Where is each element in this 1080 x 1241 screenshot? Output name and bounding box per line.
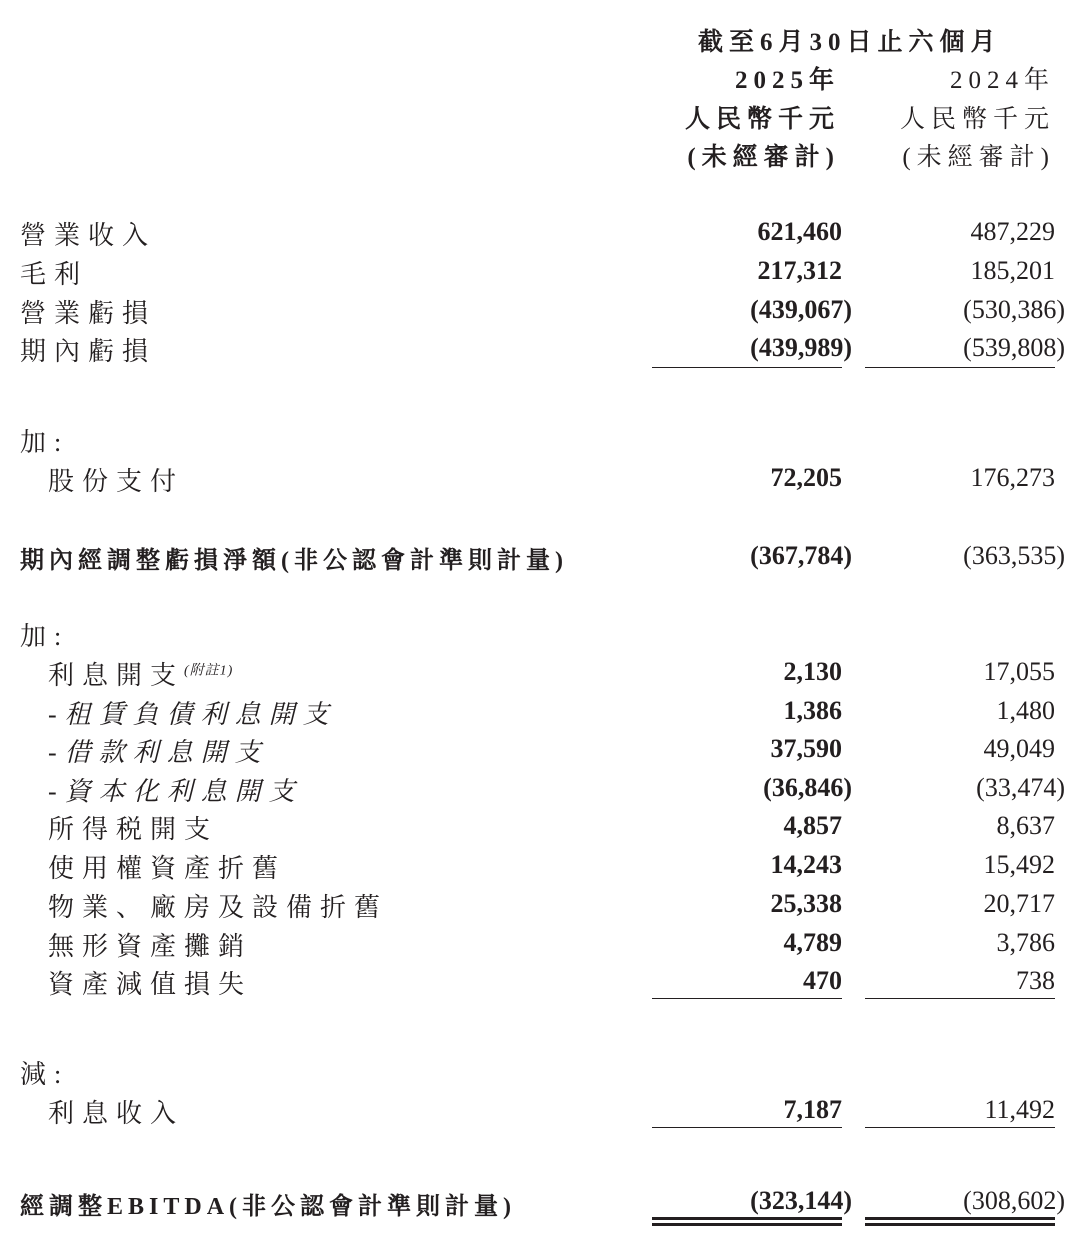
adjusted-ebitda-2024: (308,602) <box>963 1186 1065 1215</box>
gross-profit-2025: 217,312 <box>757 256 842 285</box>
interest-income-2024: 11,492 <box>984 1095 1055 1124</box>
lease-interest-label: -租賃負債利息開支 <box>48 700 337 729</box>
less-section-rule-2024 <box>865 1127 1055 1128</box>
operating-loss-2025: (439,067) <box>750 295 852 324</box>
interest-expense-note: (附註1) <box>184 663 234 679</box>
revenue-2025: 621,460 <box>757 217 842 246</box>
subtotal-rule-2024 <box>865 367 1055 368</box>
subtotal-rule-2025 <box>652 367 842 368</box>
operating-loss-label: 營業虧損 <box>20 299 157 328</box>
add-label-2: 加: <box>20 622 70 651</box>
impairment-loss-label: 資產減值損失 <box>48 970 253 999</box>
revenue-2024: 487,229 <box>970 217 1055 246</box>
rou-depreciation-2024: 15,492 <box>983 850 1055 879</box>
year-2025-header: 2025年 <box>734 67 840 94</box>
share-payment-label: 股份支付 <box>48 467 185 496</box>
period-loss-2025: (439,989) <box>750 333 852 362</box>
intangible-amortization-label: 無形資產攤銷 <box>48 932 253 961</box>
adjusted-ebitda-label: 經調整EBITDA(非公認會計準則計量) <box>20 1194 517 1220</box>
share-payment-2025: 72,205 <box>770 463 842 492</box>
audit-2024-header: (未經審計) <box>902 144 1055 171</box>
interest-expense-2024: 17,055 <box>983 657 1055 686</box>
share-payment-2024: 176,273 <box>970 463 1055 492</box>
period-header: 截至6月30日止六個月 <box>698 29 1002 56</box>
add-section-rule-2024 <box>865 998 1055 999</box>
borrowing-interest-2025: 37,590 <box>770 734 842 763</box>
borrowing-interest-label: -借款利息開支 <box>48 738 269 767</box>
capitalized-interest-2024: (33,474) <box>976 773 1065 802</box>
adjusted-ebitda-2025: (323,144) <box>750 1186 852 1215</box>
intangible-amortization-2025: 4,789 <box>783 928 842 957</box>
intangible-amortization-2024: 3,786 <box>996 928 1055 957</box>
adjusted-net-loss-2024: (363,535) <box>963 541 1065 570</box>
capitalized-interest-2025: (36,846) <box>763 773 852 802</box>
period-loss-2024: (539,808) <box>963 333 1065 362</box>
adjusted-net-loss-label: 期內經調整虧損淨額(非公認會計準則計量) <box>20 548 568 574</box>
less-label: 減: <box>20 1060 70 1089</box>
period-loss-label: 期內虧損 <box>20 337 157 366</box>
operating-loss-2024: (530,386) <box>963 295 1065 324</box>
rou-depreciation-label: 使用權資產折舊 <box>48 854 287 883</box>
impairment-loss-2024: 738 <box>1016 966 1055 995</box>
unit-2024-header: 人民幣千元 <box>899 106 1055 133</box>
adjusted-net-loss-2025: (367,784) <box>750 541 852 570</box>
borrowing-interest-2024: 49,049 <box>983 734 1055 763</box>
add-section-rule-2025 <box>652 998 842 999</box>
interest-expense-label <box>48 655 233 692</box>
audit-2025-header: (未經審計) <box>687 144 840 171</box>
lease-interest-2025: 1,386 <box>783 696 842 725</box>
impairment-loss-2025: 470 <box>803 966 842 995</box>
gross-profit-2024: 185,201 <box>970 256 1055 285</box>
interest-income-2025: 7,187 <box>783 1095 842 1124</box>
income-tax-2025: 4,857 <box>783 811 842 840</box>
ppe-depreciation-label: 物業、廠房及設備折舊 <box>48 893 389 922</box>
capitalized-interest-label: -資本化利息開支 <box>48 777 303 806</box>
year-2024-header: 2024年 <box>949 67 1055 94</box>
ppe-depreciation-2025: 25,338 <box>770 889 842 918</box>
add-label-1: 加: <box>20 428 70 457</box>
total-double-rule-2024 <box>865 1217 1055 1226</box>
unit-2025-header: 人民幣千元 <box>684 106 840 133</box>
interest-expense-text: 利息開支 <box>48 661 185 690</box>
interest-income-label: 利息收入 <box>48 1099 185 1128</box>
interest-expense-2025: 2,130 <box>783 657 842 686</box>
gross-profit-label: 毛利 <box>20 260 89 289</box>
rou-depreciation-2025: 14,243 <box>770 850 842 879</box>
lease-interest-2024: 1,480 <box>996 696 1055 725</box>
income-tax-2024: 8,637 <box>996 811 1055 840</box>
ppe-depreciation-2024: 20,717 <box>983 889 1055 918</box>
revenue-label: 營業收入 <box>20 221 157 250</box>
total-double-rule-2025 <box>652 1217 842 1226</box>
less-section-rule-2025 <box>652 1127 842 1128</box>
income-tax-label: 所得税開支 <box>48 815 219 844</box>
